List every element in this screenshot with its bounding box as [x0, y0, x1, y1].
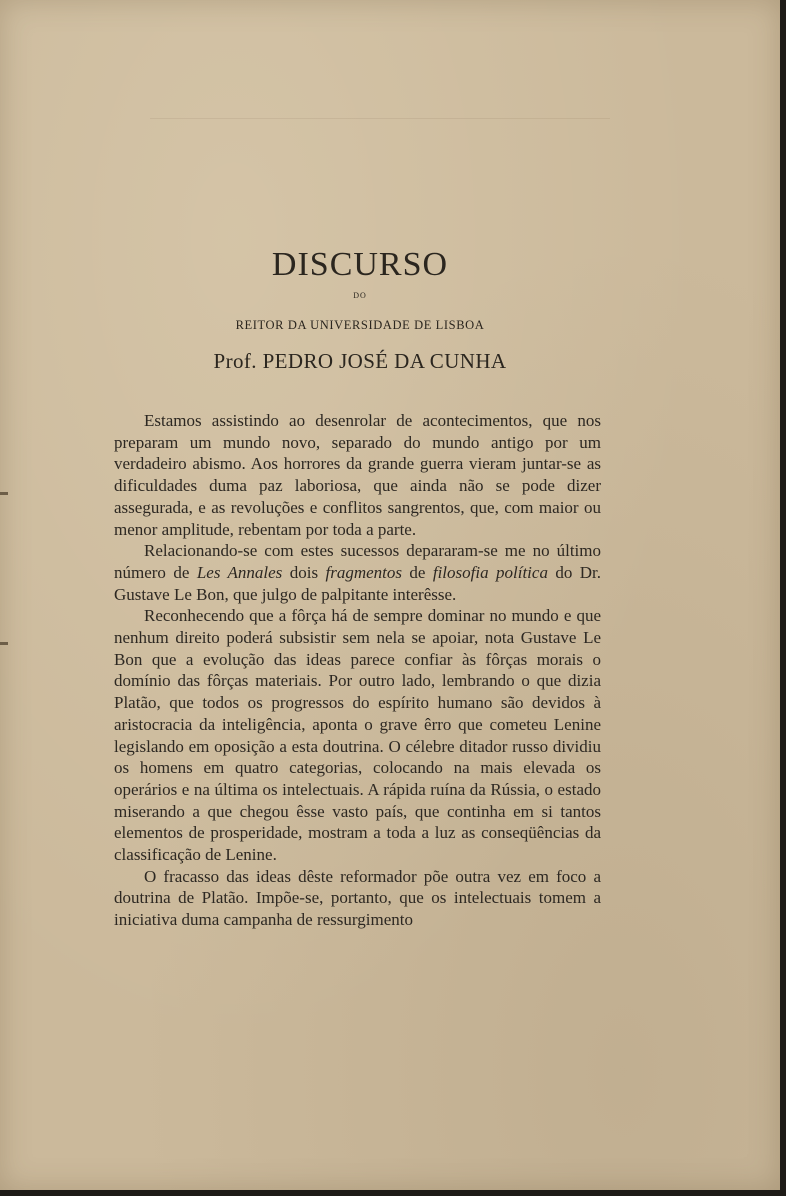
document-title: DISCURSO: [271, 246, 449, 283]
paragraph-2-text-c: dois: [282, 562, 326, 582]
binding-mark-top: [0, 492, 8, 495]
les-annales-title: Les Annales: [196, 562, 283, 582]
author-full-name: PEDRO JOSÉ DA CUNHA: [262, 349, 507, 373]
author-title: Prof.: [213, 349, 257, 373]
fragmentos-term: fragmentos: [325, 562, 402, 582]
bleed-through-line: [150, 118, 610, 129]
title-connector: DO: [353, 291, 367, 300]
paragraph-2-text-e: de: [401, 562, 433, 582]
author-name: [0, 349, 720, 374]
binding-mark-bottom: [0, 642, 8, 645]
paragraph-2: [114, 540, 601, 605]
paragraph-2-text-a: Relacionando-se com estes sucessos depararam-se me no último número de: [114, 541, 601, 582]
paragraph-2-text-g: do Dr. Gustave Le Bon, que julgo de palpitante interêsse.: [114, 562, 602, 604]
author-position: REITOR DA UNIVERSIDADE DE LISBOA: [235, 318, 485, 332]
filosofia-politica-term: filosofia política: [432, 562, 548, 582]
scan-edge-bottom: [0, 1190, 786, 1196]
scan-edge-right: [780, 0, 786, 1196]
paragraph-1: Estamos assistindo ao desenrolar de acontecimentos, que nos preparam um mundo novo, separado do mundo antigo por um verdadeiro abismo. Aos horrores da grande guerra vieram juntar-se as dificuldades duma paz laboriosa, que ainda não se pode dizer assegurada, e as revoluções e conflitos sangrentos, que, com maior ou menor amplitude, rebentam por toda a parte.: [114, 411, 601, 539]
paragraph-3: Reconhecendo que a fôrça há de sempre dominar no mundo e que nenhum direito poderá subsistir sem nela se apoiar, nota Gustave Le Bon que a evolução das ideas parece confiar às fôrças morais o domínio das fôrças materiais. Por outro lado, lembrando o que dizia Platão, que todos os progressos do espírito humano são devidos à aristocracia da inteligência, aponta o grave êrro que cometeu Lenine legislando em oposição a esta doutrina. O célebre ditador russo dividiu os homens em quatro categorias, colocando na mais elevada os operários e na última os intelectuais. A rápida ruína da Rússia, o estado miserando a que chegou êsse vasto país, que continha em si tantos elementos de prosperidade, mostram a toda a luz as conseqüências da classificação de Lenine.: [114, 606, 601, 865]
body-text: [114, 410, 601, 931]
paragraph-4: O fracasso das ideas dêste reformador põe outra vez em foco a doutrina de Platão. Impõe-se, portanto, que os intelectuais tomem a iniciativa duma campanha de ressurgimento: [114, 866, 601, 930]
